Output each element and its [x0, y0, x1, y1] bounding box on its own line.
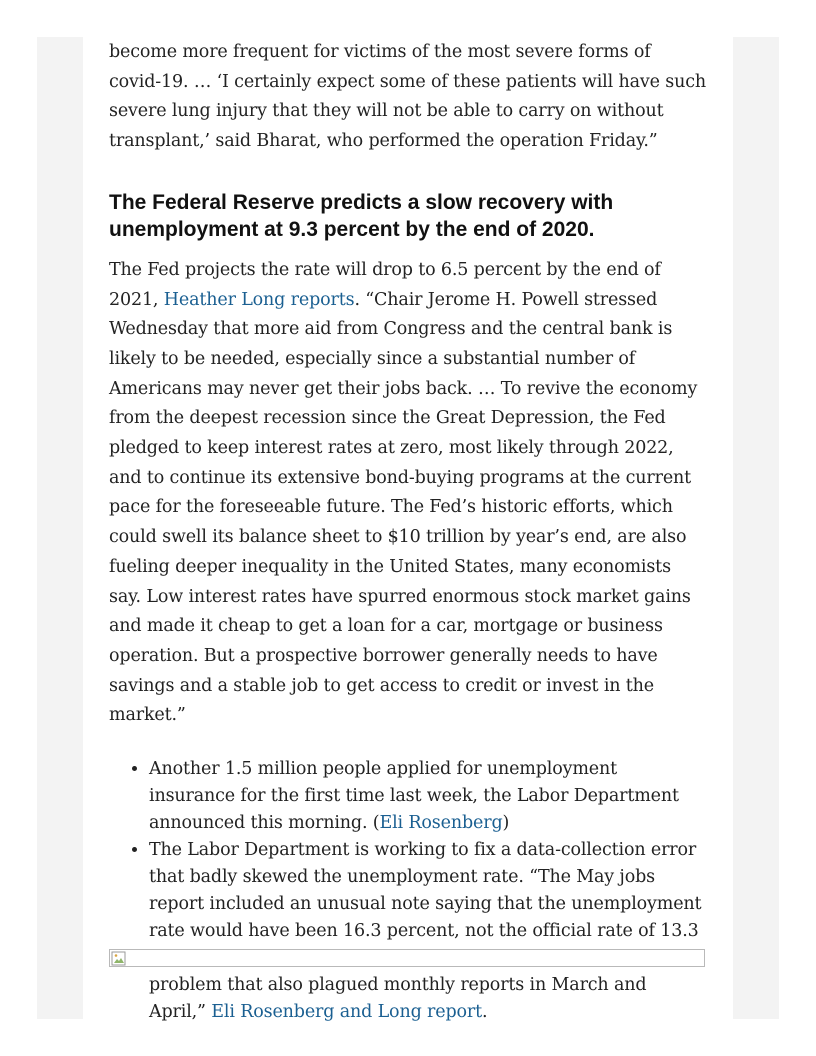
article-content: [109, 37, 707, 1026]
list-item: [149, 756, 707, 837]
article-column: [83, 37, 733, 1023]
eli-rosenberg-link[interactable]: Eli Rosenberg: [379, 813, 503, 834]
body-paragraph: [109, 256, 707, 731]
body-rest-text: . “Chair Jerome H. Powell stressed Wednesday that more aid from Congress and the central bank is likely to be needed, especially since a substantial number of Americans may never get their jobs back. … To revive the economy from the deepest recession since the Great Depression, the Fed pledged to keep interest rates at zero, most likely through 2022, and to continue its extensive bond-buying programs at the current pace for the foreseeable future. The Fed’s historic efforts, which could swell its balance sheet to $10 trillion by year’s end, are also fueling deeper inequality in the United States, many economists say. Low interest rates have spurred enormous stock market gains and made it cheap to get a loan for a car, mortgage or business operation. But a prospective borrower generally needs to have savings and a stable job to get access to credit or invest in the market.”: [109, 289, 698, 726]
bullet-list: [109, 756, 707, 1026]
bullet-text: The Labor Department is working to fix a data-collection error that badly skewed the unemployment rate. “The May jobs report included an unusual note saying that the unemployment rate would have been 16.3 percent, not the official rate of 13.3 problem that also plagued monthly reports in March and April,”: [149, 840, 702, 1023]
body-lead-text: The Fed projects the rate will drop to 6.5 percent by the end of 2021,: [109, 259, 661, 310]
broken-image[interactable]: [109, 949, 705, 967]
bullet-text: Another 1.5 million people applied for unemployment insurance for the first time last week, the Labor Department announced this morning. (: [149, 759, 679, 834]
bullet-after: .: [482, 1002, 488, 1023]
broken-image-icon: [111, 951, 127, 967]
bullet-after: ): [502, 813, 510, 834]
section-heading: The Federal Reserve predicts a slow recovery with unemployment at 9.3 percent by the end of 2020.: [109, 190, 614, 241]
intro-paragraph: become more frequent for victims of the most severe forms of covid-19. … ‘I certainly expect some of these patients will have such severe lung injury that they will not be able to carry on without transplant,’ said Bharat, who performed the operation Friday.”: [109, 42, 706, 152]
heather-long-link[interactable]: Heather Long reports: [163, 289, 355, 310]
list-item: [149, 837, 707, 1026]
rosenberg-long-report-link[interactable]: Eli Rosenberg and Long report: [211, 1002, 482, 1023]
